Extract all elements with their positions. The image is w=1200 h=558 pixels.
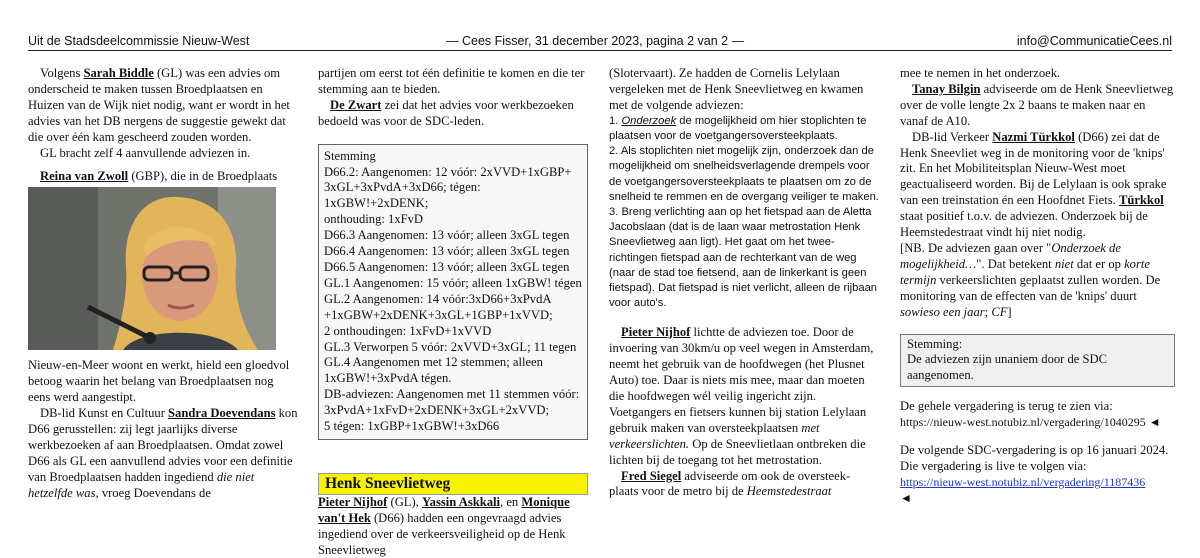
stemming-line: onthouding: 1xFvD <box>324 212 424 227</box>
column-1 <box>28 66 298 502</box>
vergadering-link-2[interactable]: https://nieuw-west.notubiz.nl/vergadering/1187436 <box>900 474 1146 489</box>
paragraph-doevendans: DB-lid Kunst en Cultuur Sandra Doevendans kon D66 gerusstellen: zij legt jaarlijks diverse werkbezoeken af aan Broedplaatsen. Omdat zowel D66 als GL een aanvullend advies voor een definitie van Broedplaatsen hadden ingediend die niet hetzelfde was, vroeg Doevendans de <box>28 406 298 500</box>
paragraph-siegel: Fred Siegel adviseerde om ook de oversteek-plaats voor de metro bij de Heemstedestraat <box>609 468 851 499</box>
person-name: Pieter Nijhof <box>318 494 388 509</box>
stemming-result-title: Stemming: <box>907 336 963 351</box>
paragraph-van-zwoll: Reina van Zwoll (GBP), die in de Broedplaats <box>40 169 278 184</box>
arrow-left-icon: ◄ <box>1148 415 1161 430</box>
paragraph-bilgin: Tanay Bilgin adviseerde om de Henk Sneevlietweg over de volle lengte 2x 2 baans te maken naar en vanaf de A10. <box>900 81 1174 128</box>
person-name: De Zwart <box>330 97 382 112</box>
header-divider <box>28 50 1172 51</box>
stemming-result-box <box>900 334 1175 388</box>
person-name: Monique van't Hek <box>318 494 570 525</box>
paragraph-turkkol: DB-lid Verkeer Nazmi Türkkol (D66) zei dat de Henk Sneevliet weg in de monitoring voor de 'knips' zit. En het Mobiliteitsplan Nieuw-West moet geactualiseerd worden. Bij de Lelylaan is ook sprake van een treinstation én een Hoofdnet Fiets. Türkkol staat positief t.o.v. de adviezen. Onderzoek bij de Heemstedestraat vindt hij niet nodig. <box>900 129 1167 240</box>
paragraph-volgende-vergadering: De volgende SDC-vergadering is op 16 januari 2024. Die vergadering is live te volgen via: <box>900 443 1169 473</box>
column-2 <box>318 66 588 558</box>
link-row-1 <box>900 415 1175 431</box>
stemming-result-text: De adviezen zijn unaniem door de SDC aangenomen. <box>907 352 1108 383</box>
speaker-photo-illustration <box>28 187 276 350</box>
advies-item-2: 2. Als stoplichten niet mogelijk zijn, onderzoek dan de mogelijkheid om snelheidsverlagende drempels voor de voetgangersoversteekplaats te plaatsen om zo de snelheid te remmen en de overgang veiliger te maken. <box>609 145 879 203</box>
stemming-line: 3xPvdA+1xFvD+2xDENK+3xGL+2xVVD; <box>324 403 550 418</box>
person-name: Türkkol <box>1118 193 1164 208</box>
stemming-line: D66.5 Aangenomen: 13 vóór; alleen 3xGL tegen <box>324 259 570 274</box>
stemming-line: +1xGBW+2xDENK+3xGL+1GBP+1xVVD; <box>324 307 553 322</box>
stemming-line: GL.3 Verworpen 5 vóór: 2xVVD+3xGL; 11 tegen <box>324 339 577 354</box>
paragraph-de-zwart: De Zwart zei dat het advies voor werkbezoeken bedoeld was voor de SDC-leden. <box>318 97 574 128</box>
paragraph-ongevraagd-advies: Pieter Nijhof (GL), Yassin Askkali, en Monique van't Hek (D66) hadden een ongevraagd advies ingediend over de verkeersveiligheid op de Henk Sneevlietweg <box>318 494 570 557</box>
link-row-2 <box>900 475 1175 507</box>
person-name: Pieter Nijhof <box>621 325 691 340</box>
header-email[interactable]: info@CommunicatieCees.nl <box>1016 34 1172 48</box>
person-name: Fred Siegel <box>621 468 682 483</box>
header-author-date: — Cees Fisser, 31 december 2023, pagina 2 van 2 — <box>446 34 745 48</box>
arrow-left-icon: ◄ <box>900 490 912 505</box>
stemming-line: GL.1 Aangenomen: 15 vóór; alleen 1xGBW! tégen <box>324 275 582 290</box>
paragraph-gl-advies: GL bracht zelf 4 aanvullende adviezen in. <box>40 145 251 160</box>
person-name: Nazmi Türkkol <box>992 129 1075 144</box>
advies-list <box>609 114 879 312</box>
paragraph-nijhof: Pieter Nijhof lichtte de adviezen toe. Door de invoering van 30km/u op veel wegen in Amsterdam, neemt het gebruik van de hoofdwegen (het Plusnet Auto) toe. Daar is niets mis mee, maar dan moeten die hoofdwegen wél veilig ingericht zijn. Voetgangers en fietsers kunnen bij station Lelylaan gebruik maken van oversteekplaatsen met verkeerslichten. Op de Sneevlietlaan ontbreken die lichten bij de toegang tot het metrostation. <box>609 325 874 467</box>
stemming-line: 2 onthoudingen: 1xFvD+1xVVD <box>324 323 492 338</box>
paragraph-onderzoek: mee te nemen in het onderzoek. <box>900 66 1061 80</box>
person-name: Sarah Biddle <box>83 66 154 80</box>
stemming-line: 3xGL+3xPvdA+3xD66; tégen: 1xGBW!+2xDENK; <box>324 180 481 211</box>
stemming-line: 5 tégen: 1xGBP+1xGBW!+3xD66 <box>324 419 500 434</box>
person-name: Tanay Bilgin <box>912 81 981 96</box>
stemming-line: D66.2: Aangenomen: 12 vóór: 2xVVD+1xGBP+ <box>324 164 572 179</box>
stemming-box <box>318 144 588 440</box>
section-title-henk-sneevlietweg: Henk Sneevlietweg <box>318 473 588 495</box>
advies-item-1: 1. Onderzoek de mogelijkheid om hier stoplichten te plaatsen voor de voetgangersoversteekplaats. <box>609 114 867 142</box>
stemming-line: D66.4 Aangenomen: 13 vóór; alleen 3xGL tegen <box>324 244 570 259</box>
column-4 <box>900 66 1175 507</box>
person-name: Reina van Zwoll <box>40 169 129 184</box>
paragraph-terugkijken: De gehele vergadering is terug te zien via: <box>900 399 1113 414</box>
paragraph-biddle: Volgens Sarah Biddle (GL) was een advies om onderscheid te maken tussen Broedplaatsen en Huizen van de Wijk niet nodig, want er wordt in het advies van het DB nergens de suggestie gewekt dat die over één kam gescheerd zouden worden. <box>28 66 290 144</box>
speaker-photo <box>28 187 276 350</box>
stemming-line: GL.4 Aangenomen met 12 stemmen; alleen <box>324 355 543 370</box>
paragraph-nb-note: [NB. De adviezen gaan over "Onderzoek de mogelijkheid…". Dat betekent niet dat er op korte termijn verkeerslichten geplaatst zullen worden. De monitoring van de effecten van de 'knips' duurt sowieso een jaar; CF] <box>900 240 1161 319</box>
stemming-line: DB-adviezen: Aangenomen met 11 stemmen vóór: <box>324 387 580 402</box>
header-source: Uit de Stadsdeelcommissie Nieuw-West <box>28 34 250 48</box>
paragraph-slotervaart: (Slotervaart). Ze hadden de Cornelis Lelylaan vergeleken met de Henk Sneevlietweg en kwamen met de volgende adviezen: <box>609 66 864 112</box>
paragraph-nieuw-en-meer: Nieuw-en-Meer woont en werkt, hield een gloedvol betoog waarin het belang van Broedplaatsen nog eens werd aangestipt. <box>28 358 290 405</box>
stemming-title: Stemming <box>324 148 376 163</box>
stemming-line: D66.3 Aangenomen: 13 vóór; alleen 3xGL tegen <box>324 228 570 243</box>
person-name: Yassin Askkali <box>421 494 501 509</box>
page-header <box>28 34 1172 50</box>
stemming-line: 1xGBW!+3xPvdA tégen. <box>324 371 452 386</box>
paragraph-definitie: partijen om eerst tot één definitie te komen en die ter stemming aan te bieden. <box>318 66 585 96</box>
stemming-line: GL.2 Aangenomen: 14 vóór:3xD66+3xPvdA <box>324 291 552 306</box>
advies-item-3: 3. Breng verlichting aan op het fietspad aan de Aletta Jacobslaan (dat is de laan waar metrostation Henk Sneevlietweg aan ligt). Het gaat om het twee-richtingen fietspad aan de rechterkant van de weg (naar de stad toe fietsend, aan de linkerkant is geen fietspad). Dat fietspad is niet verlicht, alleen de rijbaan voor auto's. <box>609 205 878 310</box>
person-name: Sandra Doevendans <box>168 406 276 421</box>
vergadering-link-1[interactable]: https://nieuw-west.notubiz.nl/vergadering/1040295 <box>900 415 1146 430</box>
column-3 <box>609 66 879 500</box>
